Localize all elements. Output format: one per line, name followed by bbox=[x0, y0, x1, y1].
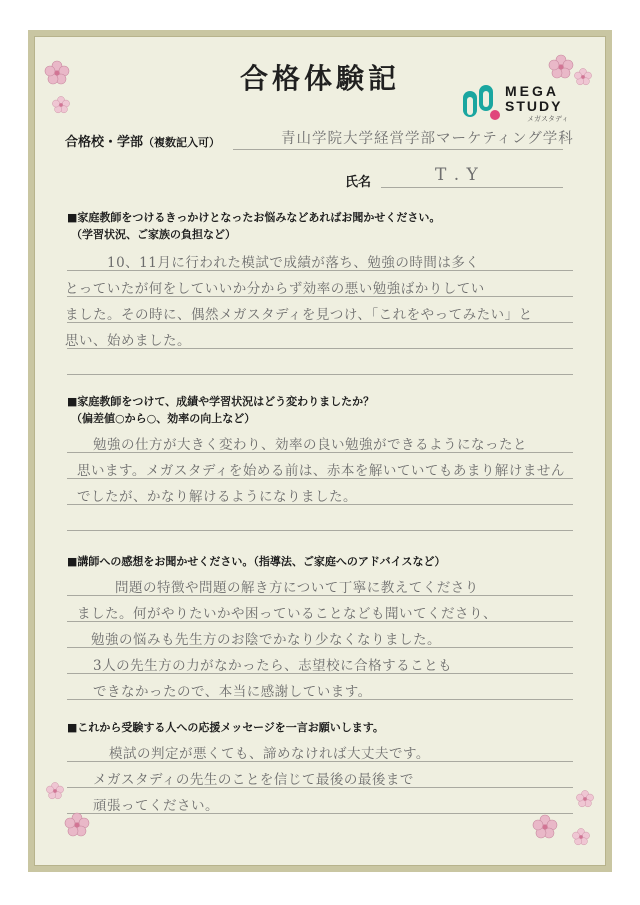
section-2-question-text: ■家庭教師をつけて、成績や学習状況はどう変わりましたか？ bbox=[67, 395, 375, 408]
school-label-group bbox=[65, 131, 220, 150]
section-1-answer-line: とっていたが何をしていいか分からず効率の悪い勉強ばかりしてい bbox=[65, 281, 485, 297]
section-4-answer-line: メガスタディの先生のことを信じて最後の最後まで bbox=[93, 772, 414, 788]
cherry-blossom-icon bbox=[575, 789, 595, 809]
section-2-answer-line: でしたが、かなり解けるようになりました。 bbox=[77, 489, 357, 505]
section-3-answer-line: 3人の先生方の力がなかったら、志望校に合格することも bbox=[93, 658, 453, 674]
form-paper bbox=[34, 36, 606, 866]
page-title: 合格体験記 bbox=[239, 62, 400, 95]
logo-word-mega: MEGA bbox=[505, 83, 559, 99]
section-2-answer-line: 勉強の仕方が大きく変わり、効率の良い勉強ができるようになったと bbox=[93, 437, 527, 453]
cherry-blossom-icon bbox=[51, 95, 71, 115]
section-2-line-4 bbox=[67, 530, 573, 531]
cherry-blossom-icon bbox=[531, 813, 559, 841]
section-3-question bbox=[67, 553, 446, 570]
section-4-answer-line: 頑張ってください。 bbox=[93, 798, 219, 814]
logo-word-study: STUDY bbox=[505, 98, 563, 114]
name-label: 氏名 bbox=[345, 175, 372, 190]
school-label: 合格校・学部 bbox=[65, 135, 144, 150]
section-3-question-text: ■講師への感想をお聞かせください。（指導法、ご家庭へのアドバイスなど） bbox=[67, 555, 446, 568]
school-value: 青山学院大学経営学部マーケティング学科 bbox=[281, 131, 574, 147]
cherry-blossom-icon bbox=[45, 781, 65, 801]
name-value: T . Y bbox=[435, 165, 479, 185]
section-2-question bbox=[67, 393, 374, 427]
section-1-answer-line: 思い、始めました。 bbox=[65, 333, 191, 349]
section-1-question-text: ■家庭教師をつけるきっかけとなったお悩みなどあればお聞かせください。 bbox=[67, 211, 441, 224]
cherry-blossom-icon bbox=[63, 811, 91, 839]
section-4-question-text: ■これから受験する人への応援メッセージを一言お願いします。 bbox=[67, 721, 384, 734]
section-1-question-sub: （学習状況、ご家族の負担など） bbox=[71, 228, 236, 241]
section-3-answer-line: ました。何がやりたいかや困っていることなども聞いてくださり、 bbox=[77, 606, 497, 622]
section-1-answer-line: 10、11月に行われた模試で成績が落ち、勉強の時間は多く bbox=[107, 255, 480, 271]
cherry-blossom-icon bbox=[573, 67, 593, 87]
logo-word-kana: メガスタディ bbox=[527, 115, 569, 123]
megastudy-logo bbox=[461, 81, 573, 125]
section-3-answer-line: 勉強の悩みも先生方のお陰でかなり少なくなりました。 bbox=[91, 632, 441, 648]
section-3-answer-line: できなかったので、本当に感謝しています。 bbox=[93, 684, 372, 700]
cherry-blossom-icon bbox=[547, 53, 575, 81]
section-1-answer-line: ました。その時に、偶然メガスタディを見つけ、「これをやってみたい」と bbox=[65, 307, 533, 323]
section-1-line-5 bbox=[67, 374, 573, 375]
name-underline bbox=[381, 187, 563, 188]
section-3-answer-line: 問題の特徴や問題の解き方について丁寧に教えてくださり bbox=[115, 580, 479, 596]
logo-mark-icon bbox=[461, 83, 501, 123]
cherry-blossom-icon bbox=[43, 59, 71, 87]
form-sheet bbox=[28, 30, 612, 872]
section-2-answer-line: 思います。メガスタディを始める前は、赤本を解いていてもあまり解けません bbox=[77, 463, 565, 479]
section-4-answer-line: 模試の判定が悪くても、諦めなければ大丈夫です。 bbox=[109, 746, 430, 762]
school-note: （複数記入可） bbox=[143, 136, 221, 149]
cherry-blossom-icon bbox=[571, 827, 591, 847]
section-4-question bbox=[67, 719, 384, 736]
section-1-question bbox=[67, 209, 440, 243]
section-2-question-sub: （偏差値○から○、効率の向上など） bbox=[71, 412, 256, 425]
school-underline bbox=[233, 149, 563, 150]
